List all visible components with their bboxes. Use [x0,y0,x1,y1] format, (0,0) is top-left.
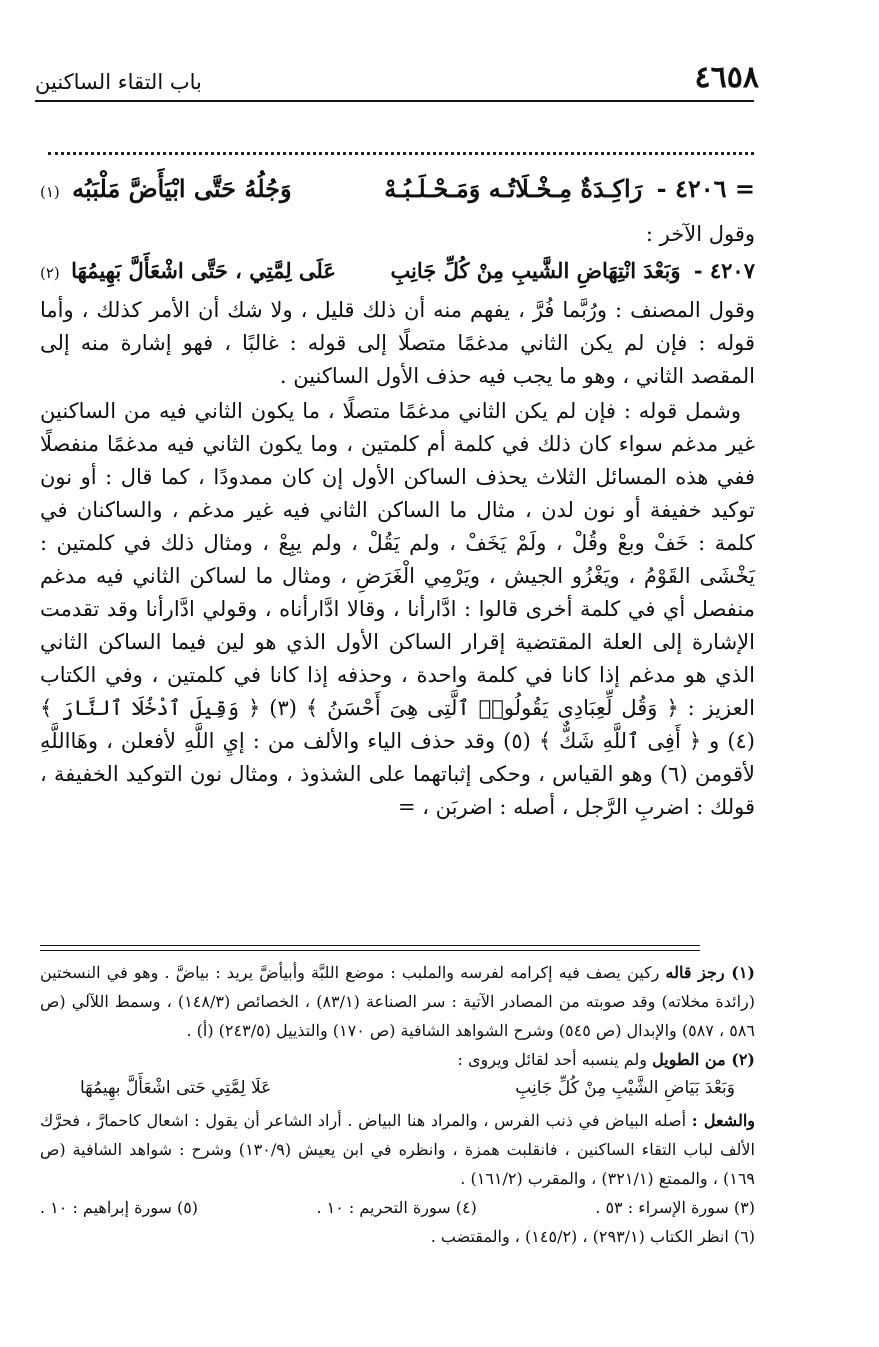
footnote-2 [40,1045,755,1074]
verse-left-hemistich [40,254,336,290]
footnotes [40,958,755,1251]
footnote-5: (٥) سورة إبراهيم : ١٠ . [40,1198,199,1217]
verse-left-hemistich [40,172,292,209]
footnote-refs-row [40,1193,755,1222]
footnote-verse [40,1074,755,1106]
footnote-2-gloss [40,1106,755,1193]
hemistich-1: رَاكِـدَةٌ مِـخْـلَاتُـه وَمَـحْـلَـبُـهْ [384,174,643,203]
verse-right-hemistich [384,172,755,205]
verse-4207 [40,254,755,294]
header-rule [35,100,754,102]
footnote-rule [40,945,700,946]
main-text [40,172,755,824]
page-header [35,60,759,100]
footnote-rule-second [40,950,700,951]
verse-intro: وقول الآخر : [645,222,755,246]
footnote-text: ولم ينسبه أحد لقائل ويروى : [457,1050,647,1069]
footnote-verse-right: وَبَعْدَ بَيَاضِ الشَّيْبِ مِنْ كُلِّ جَانِبِ [515,1078,735,1098]
verse-4206 [40,172,755,218]
chapter-title: باب التقاء الساكنين [35,70,202,94]
footnote-mark: (٢) [40,264,60,282]
hemistich-2: وَجُلُهُ حَتَّى ابْيَأَضَّ مَلْبَبُه [72,174,292,203]
footnote-mark: (١) [40,183,60,201]
footnote-text: أصله البياض في ذنب الفرس ، والمراد هنا البياض . أراد الشاعر أن يقول : اشعال كاحمارَّ ، فحرَّك الألف لباب التقاء الساكنين ، فانقلبت همزة ، وانظره في ابن يعيش (١٣٠/٩) وشرح : شواهد الشافية (ص ١٦٩) ، والممتع (٣٢١/١) ، والمقرب (١٦١/٢) . [40,1111,755,1188]
verse-number: ٤٢٠٧ - [693,258,755,283]
footnote-text: ركين يصف فيه إكرامه لفرسه والملبب : موضع اللبَّة وأبيأضَّ يريد : بياضَّ . وهو في النسختين (رائدة مخلاته) وقد صوبته من المصادر الآتية : سر الصناعة (٨٣/١) ، الخصائص (١٤٨/٣) ، وسمط اللآلي (ص ٥٨٦ ، ٥٨٧) والإبدال (ص ٥٤٥) وشرح الشواهد الشافية (ص ١٧٠) والتذييل (٢٤٣/٥) (أ) . [40,963,756,1040]
verse-right-hemistich [390,254,755,287]
dotted-divider [48,152,754,155]
hemistich-1: وَبَعْدَ انْتِهَاضِ الشَّيبِ مِنْ كُلِّ جَانِبِ [390,258,681,283]
verse-number: = ٤٢٠٦ - [656,174,755,203]
footnote-label: والشعل : [691,1111,755,1130]
footnote-verse-left: عَلَا لِمَّتِي حَتى اشْعَأَلَّ بهِيمُهَا [80,1078,272,1098]
footnote-1 [40,958,755,1045]
footnote-label: (٢) من الطويل [652,1050,755,1069]
footnote-4: (٤) سورة التحريم : ١٠ . [316,1198,477,1217]
paragraph-1: وقول المصنف : ورُبَّما فُرَّ ، يفهم منه أن ذلك قليل ، ولا شك أن الأمر كذلك ، وأما قوله : فإن لم يكن الثاني مدغمًا متصلًا إلى قوله : غالبًا ، فهو إشارة منه إلى المقصد الثاني ، وهو ما يجب فيه حذف الأول الساكنين . [40,298,755,388]
paragraph-2: وشمل قوله : فإن لم يكن الثاني مدغمًا متصلًا ، ما يكون الثاني فيه من الساكنين غير مدغم سواء كان ذلك في كلمة أم كلمتين ، وما يكون الثاني فيه مدغمًا منفصلًا ففي هذه المسائل الثلاث يحذف الساكن الأول إن كان ممدودًا ، كما قال : أو نون توكيد خفيفة أو نون لدن ، مثال ما الساكن الثاني فيه غير مدغم ، والساكنان في كلمة : خَفْ وبعْ وقُلْ ، ولَمْ يَخَفْ ، ولم يَقُلْ ، ولم يبِعْ ، ومثال ذلك في كلمتين : يَخْشَى القَوْمُ ، ويَغْزُو الجيش ، ويَرْمِي الْغَرَضِ ، ومثال ما لساكن الثاني فيه مدغم منفصل أي في كلمة أخرى قالوا : ادَّارأنا ، وقالا ادَّارأناه ، وقولي ادَّارأنا وقد تقدمت الإشارة إلى العلة المقتضية إقرار الساكن الأول الذي هو لين فيما الساكن الثاني الذي هو مدغم إذا كانا في كلمة واحدة ، وحذفه إذا كانا في كلمتين ، وفي الكتاب العزيز : ﴿ وَقُل لِّعِبَادِى يَقُولُوا۟ ٱلَّتِى هِىَ أَحْسَنُ ﴾ (٣) ﴿ وَقِيلَ ٱدْخُلَا ٱلنَّارَ ﴾ (٤) و ﴿ أَفِى ٱللَّهِ شَكٌّ ﴾ (٥) وقد حذف الياء والألف من : إيِ اللَّهِ لأفعلن ، وهَااللَّهِ لأقومن (٦) وهو القياس ، وحكى إثباتهما على الشذوذ ، ومثال نون التوكيد الخفيفة ، قولك : اضربِ الرَّجل ، أصله : اضربَن ، = [40,399,756,819]
footnote-6: (٦) انظر الكتاب (٢٩٣/١) ، (١٤٥/٢) ، والمقتضب . [430,1227,755,1246]
hemistich-2: عَلَى لِمَّتِي ، حَتَّى اشْعَأَلَّ بَهِيمُهَا [71,258,336,283]
footnote-3: (٣) سورة الإسراء : ٥٣ . [595,1198,755,1217]
page-number: ٤٦٥٨ [694,60,759,95]
footnote-label: (١) رجز قاله [665,963,755,982]
